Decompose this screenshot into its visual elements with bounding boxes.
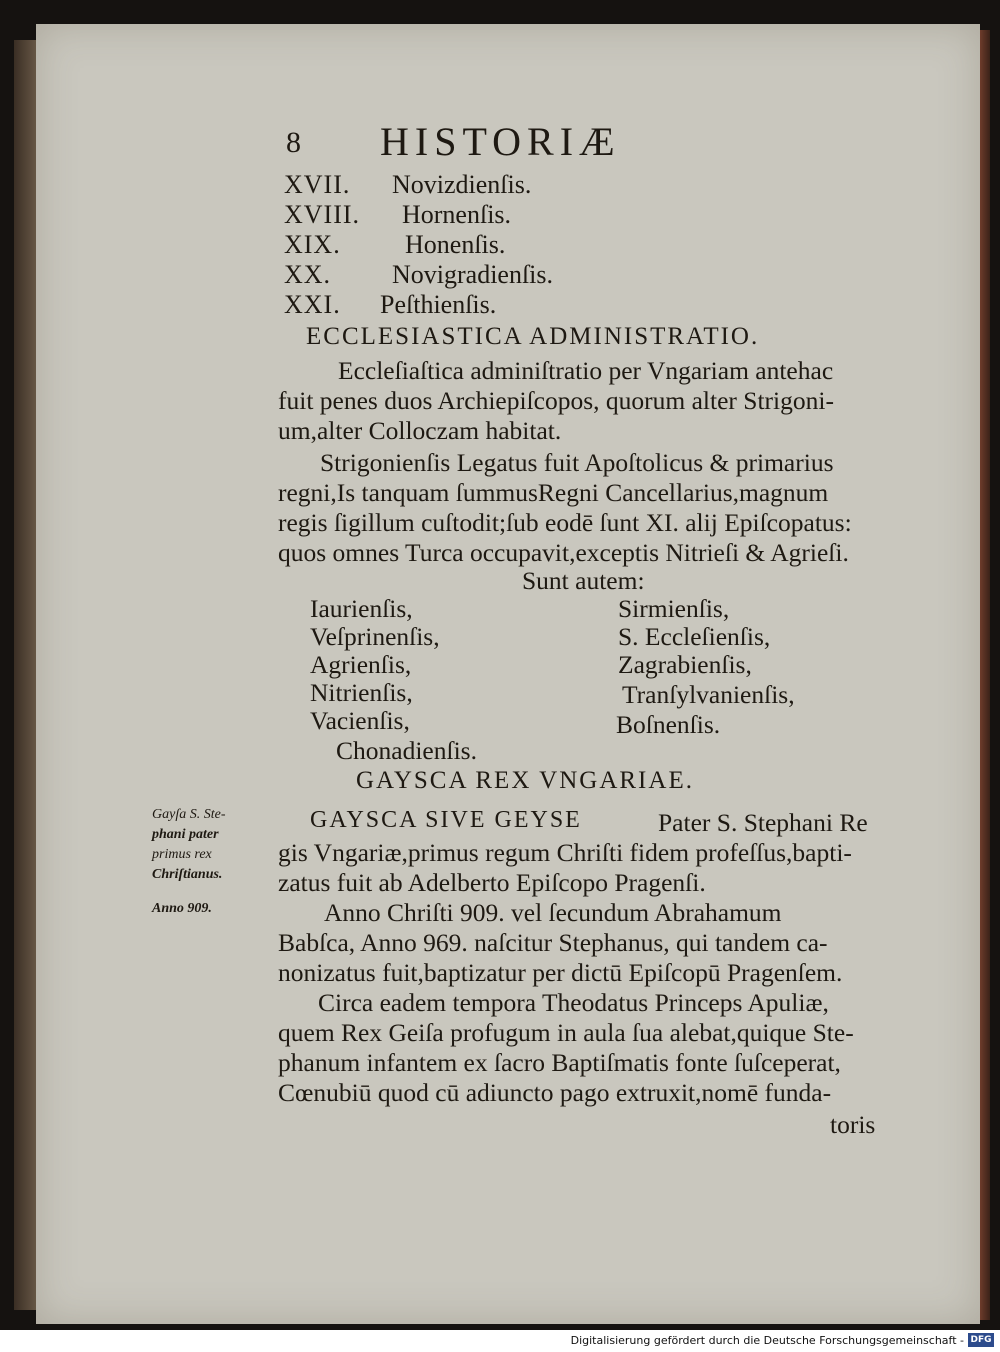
section-heading: ECCLESIASTICA ADMINISTRATIO. xyxy=(306,323,760,350)
text-line: Eccleſiaſtica adminiſtratio per Vngariam antehac xyxy=(338,356,834,385)
list-item: Sirmienſis, xyxy=(618,594,730,623)
catchword: toris xyxy=(830,1110,876,1139)
text-line: Cœnubiū quod cū adiuncto pago extruxit,nomē funda- xyxy=(278,1078,832,1107)
text-line: Babſca, Anno 969. naſcitur Stephanus, qui tandem ca- xyxy=(278,928,828,957)
list-item: Nitrienſis, xyxy=(310,678,413,707)
text-line: quem Rex Geiſa profugum in aula ſua alebat,quique Ste- xyxy=(278,1018,854,1047)
list-item: S. Eccleſienſis, xyxy=(618,622,771,651)
list-item: Vacienſis, xyxy=(310,706,410,735)
text-line: Pater S. Stephani Re xyxy=(658,808,868,837)
list-item: Tranſylvanienſis, xyxy=(622,680,795,709)
diocese-number: XX. xyxy=(284,260,332,289)
diocese-number: XVII. xyxy=(284,170,351,199)
list-item: Iaurienſis, xyxy=(310,594,413,623)
text-line: regis ſigillum cuſtodit;ſub eodē ſunt XI. alij Epiſcopatus: xyxy=(278,508,852,537)
diocese-name: Novizdienſis. xyxy=(392,170,532,199)
diocese-name: Peſthienſis. xyxy=(380,290,497,319)
diocese-name: Novigradienſis. xyxy=(392,260,554,289)
margin-note: Anno 909. xyxy=(152,901,212,916)
dfg-logo-icon: DFG xyxy=(968,1333,994,1347)
list-item: Chonadienſis. xyxy=(336,736,477,765)
text-line: phanum infantem ex ſacro Baptiſmatis fonte ſuſceperat, xyxy=(278,1048,841,1077)
text-line: gis Vngariæ,primus regum Chriſti fidem profeſſus,bapti- xyxy=(278,838,852,867)
list-item: Veſprinenſis, xyxy=(310,622,440,651)
initial-caps: GAYSCA SIVE GEYSE xyxy=(310,807,582,833)
text-line: um,alter Colloczam habitat. xyxy=(278,416,562,445)
diocese-name: Honenſis. xyxy=(405,230,506,259)
diocese-number: XXI. xyxy=(284,290,341,319)
margin-note: Gayſa S. Ste- xyxy=(152,807,226,822)
text-line: zatus fuit ab Adelberto Epiſcopo Pragenſi. xyxy=(278,868,706,897)
digitization-credit: Digitalisierung gefördert durch die Deutsche Forschungsgemeinschaft - xyxy=(570,1334,964,1347)
section-heading: GAYSCA REX VNGARIAE. xyxy=(356,767,694,794)
list-item: Zagrabienſis, xyxy=(618,650,752,679)
diocese-number: XVIII. xyxy=(284,200,361,229)
text-line: fuit penes duos Archiepiſcopos, quorum alter Strigoni- xyxy=(278,386,834,415)
text-line: Strigonienſis Legatus fuit Apoſtolicus & primarius xyxy=(320,448,834,477)
margin-note: phani pater xyxy=(152,827,219,842)
digitization-footer xyxy=(0,1330,1000,1352)
margin-note: primus rex xyxy=(152,847,212,862)
margin-note: Chriſtianus. xyxy=(152,867,223,882)
text-line: nonizatus fuit,baptizatur per dictū Epiſcopū Pragenſem. xyxy=(278,958,843,987)
running-title: HISTORIÆ xyxy=(380,119,621,164)
page-number: 8 xyxy=(286,126,301,159)
diocese-number: XIX. xyxy=(284,230,341,259)
list-item: Boſnenſis. xyxy=(616,710,721,739)
text-line: Circa eadem tempora Theodatus Princeps Apuliæ, xyxy=(318,988,829,1017)
book-left-edge xyxy=(14,40,38,1310)
diocese-name: Hornenſis. xyxy=(402,200,512,229)
text-line: Anno Chriſti 909. vel ſecundum Abrahamum xyxy=(324,898,782,927)
text-line: regni,Is tanquam ſummusRegni Cancellarius,magnum xyxy=(278,478,829,507)
text-line: quos omnes Turca occupavit,exceptis Nitrieſi & Agrieſi. xyxy=(278,538,849,567)
text-line: Sunt autem: xyxy=(522,566,645,595)
list-item: Agrienſis, xyxy=(310,650,412,679)
